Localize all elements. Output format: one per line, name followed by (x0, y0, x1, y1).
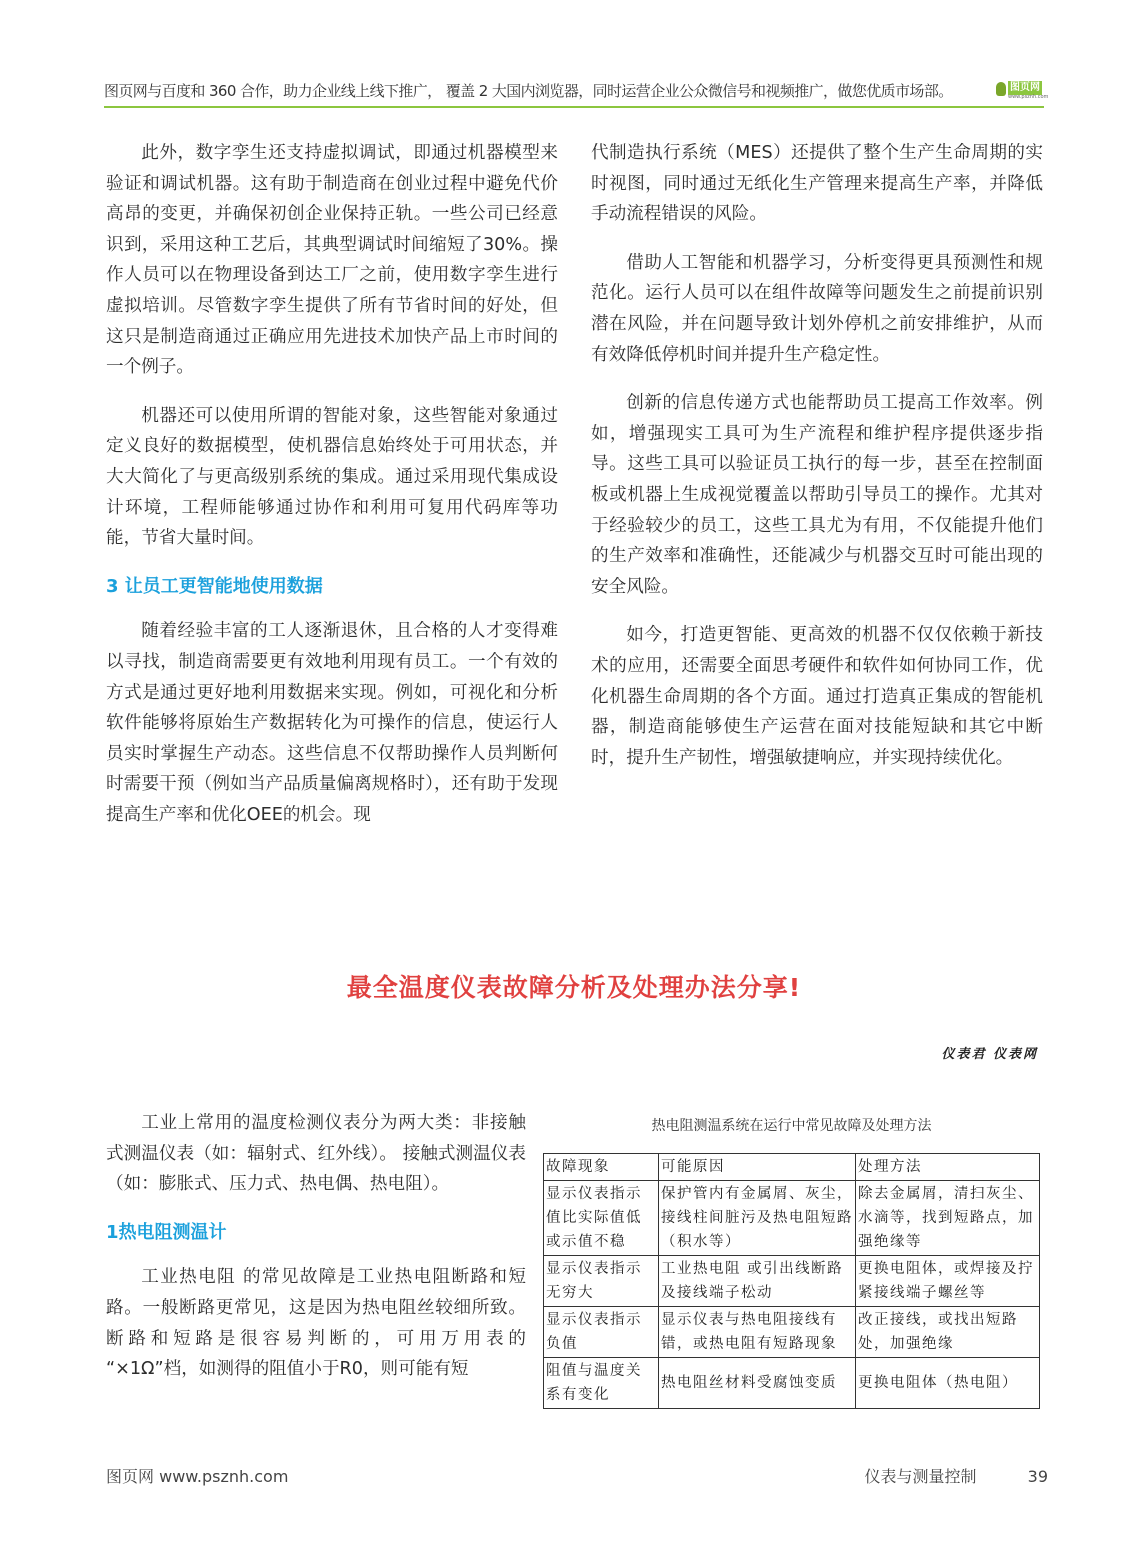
section-heading: 3 让员工更智能地使用数据 (106, 575, 323, 597)
footer-site-name: 图页网 (106, 1467, 155, 1486)
paragraph: 机器还可以使用所谓的智能对象，这些智能对象通过定义良好的数据模型，使机器信息始终处于可用状态，并大大简化了与更高级别系统的集成。通过采用现代集成设计环境，工程师能够通过协作和利用可复用代码库等功能，节省大量时间。 (106, 405, 558, 549)
table-cell: 改正接线，或找出短路处，加强绝缘 (856, 1307, 1040, 1358)
paragraph: 创新的信息传递方式也能帮助员工提高工作效率。例如，增强现实工具可为生产流程和维护程序提供逐步指导。这些工具可以验证员工执行的每一步，甚至在控制面板或机器上生成视觉覆盖以帮助引导员工的操作。尤其对于经验较少的员工，这些工具尤为有用，不仅能提升他们的生产效率和准确性，还能减少与机器交互时可能出现的安全风险。 (591, 393, 1043, 597)
table-row (544, 1256, 1040, 1307)
table-row (544, 1307, 1040, 1358)
logo-text: 图页网 (1010, 82, 1040, 93)
table-cell: 更换电阻体，或焊接及拧紧接线端子螺丝等 (856, 1256, 1040, 1307)
table-header-row (544, 1154, 1040, 1181)
paragraph: 工业热电阻 的常见故障是工业热电阻断路和短路。一般断路更常见，这是因为热电阻丝较细所致。断路和短路是很容易判断的，可用万用表的 “×1Ω”档，如测得的阻值小于R0，则可能有短 (106, 1267, 526, 1380)
page-number: 39 (1027, 1467, 1048, 1486)
article1-right-column (591, 138, 1043, 791)
table-cell: 热电阻丝材料受腐蚀变质 (659, 1358, 856, 1409)
table-cell: 保护管内有金属屑、灰尘，接线柱间脏污及热电阻短路（积水等） (659, 1181, 856, 1256)
article1-left-column (106, 138, 558, 848)
paragraph: 此外，数字孪生还支持虚拟调试，即通过机器模型来验证和调试机器。这有助于制造商在创业过程中避免代价高昂的变更，并确保初创企业保持正轨。一些公司已经意识到，采用这种工艺后，其典型调试时间缩短了30%。操作人员可以在物理设备到达工厂之前，使用数字孪生进行虚拟培训。尽管数字孪生提供了所有节省时间的好处，但这只是制造商通过正确应用先进技术加快产品上市时间的一个例子。 (106, 143, 558, 378)
table-caption: 热电阻测温系统在运行中常见故障及处理方法 (651, 1118, 932, 1134)
logo-url: www.psznh.com (1008, 94, 1049, 100)
table-row (544, 1358, 1040, 1409)
paragraph: 随着经验丰富的工人逐渐退休，且合格的人才变得难以寻找，制造商需要更有效地利用现有员工。一个有效的方式是通过更好地利用数据来实现。例如，可视化和分析软件能够将原始生产数据转化为可操作的信息，使运行人员实时掌握生产动态。这些信息不仅帮助操作人员判断何时需要干预（例如当产品质量偏离规格时），还有助于发现提高生产率和优化OEE的机会。现 (106, 621, 558, 825)
table-cell: 更换电阻体（热电阻） (856, 1358, 1040, 1409)
article-byline: 仪表君 仪表网 (941, 1047, 1038, 1062)
table-cell: 显示仪表指示负值 (544, 1307, 659, 1358)
footer-journal-name: 仪表与测量控制 (864, 1467, 977, 1486)
page-header (104, 80, 1049, 102)
table-cell: 工业热电阻 或引出线断路及接线端子松动 (659, 1256, 856, 1307)
paragraph: 工业上常用的温度检测仪表分为两大类：非接触式测温仪表（如：辐射式、红外线）。 接触式测温仪表（如：膨胀式、压力式、热电偶、热电阻）。 (106, 1113, 526, 1195)
fault-table (543, 1153, 1040, 1409)
header-cell: 故障现象 (544, 1154, 659, 1181)
paragraph: 借助人工智能和机器学习，分析变得更具预测性和规范化。运行人员可以在组件故障等问题发生之前提前识别潜在风险，并在问题导致计划外停机之前安排维护，从而有效降低停机时间并提升生产稳定性。 (591, 252, 1043, 365)
table-cell: 显示仪表与热电阻接线有错，或热电阻有短路现象 (659, 1307, 856, 1358)
paragraph-continued: 代制造执行系统（MES）还提供了整个生产生命周期的实时视图，同时通过无纸化生产管理来提高生产率，并降低手动流程错误的风险。 (591, 143, 1043, 225)
footer-site-url[interactable]: www.psznh.com (159, 1467, 289, 1486)
table-cell: 显示仪表指示无穷大 (544, 1256, 659, 1307)
section-heading: 1热电阻测温计 (106, 1221, 227, 1243)
table-cell: 除去金属屑，清扫灰尘、水滴等，找到短路点，加强绝缘等 (856, 1181, 1040, 1256)
article-title: 最全温度仪表故障分析及处理办法分享! (346, 973, 802, 1002)
page-footer-right (865, 1464, 1048, 1487)
mascot-icon (996, 82, 1006, 96)
header-cell: 处理方法 (856, 1154, 1040, 1181)
paragraph: 如今，打造更智能、更高效的机器不仅仅依赖于新技术的应用，还需要全面思考硬件和软件如何协同工作，优化机器生命周期的各个方面。通过打造真正集成的智能机器，制造商能够使生产运营在面对技能短缺和其它中断时，提升生产韧性，增强敏捷响应，并实现持续优化。 (591, 625, 1043, 768)
article2-left-column (106, 1108, 526, 1403)
header-banner: 图页网与百度和 360 合作，助力企业线上线下推广， 覆盖 2 大国内浏览器，同时运营企业公众微信号和视频推广，做您优质市场部。 (104, 82, 953, 100)
header-cell: 可能原因 (659, 1154, 856, 1181)
table-cell: 阻值与温度关系有变化 (544, 1358, 659, 1409)
page-footer-left (106, 1464, 288, 1487)
table-row (544, 1181, 1040, 1256)
header-divider (104, 106, 1044, 108)
site-logo[interactable] (996, 80, 1049, 100)
table-cell: 显示仪表指示值比实际值低或示值不稳 (544, 1181, 659, 1256)
